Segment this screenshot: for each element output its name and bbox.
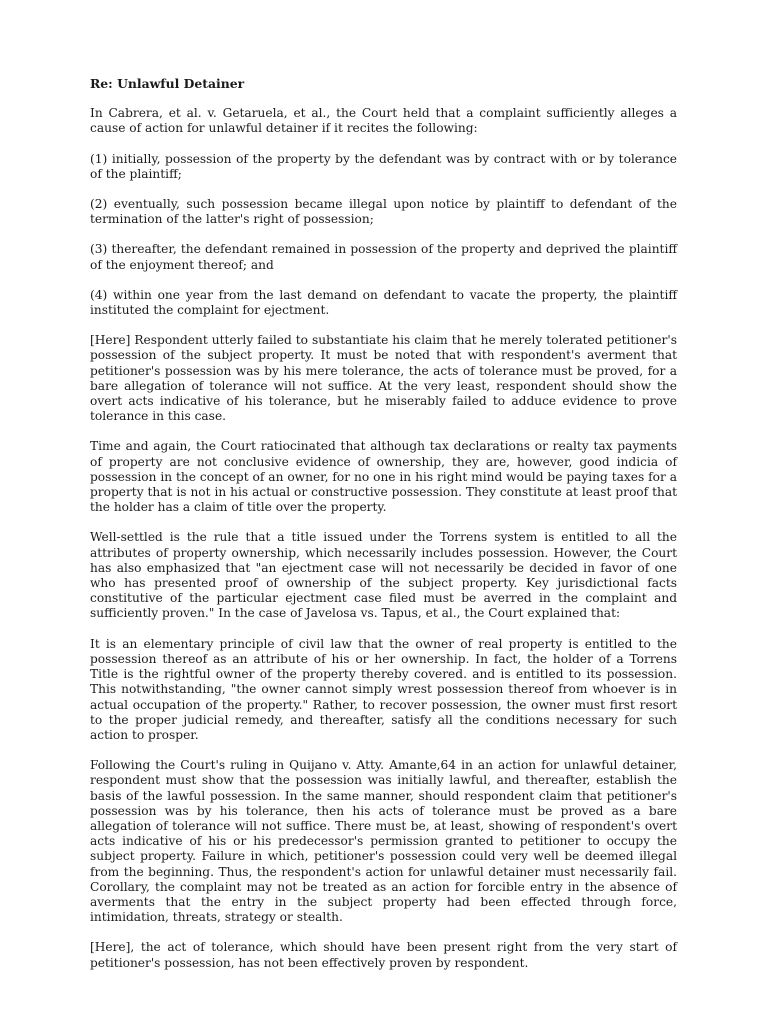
paragraph-item-4: (4) within one year from the last demand on defendant to vacate the property, the plaintiff instituted the complaint for ejectment. (90, 287, 677, 318)
paragraph-item-3: (3) thereafter, the defendant remained in possession of the property and deprived the plaintiff of the enjoyment thereof; and (90, 242, 677, 272)
paragraph-torrens: Well-settled is the rule that a title issued under the Torrens system is entitled to all the attributes of property ownership, which necessarily includes possession. However, the Court has also emphasized that "an ejectment case will not necessarily be decided in favor of one who has presented proof of ownership of the subject property. Key jurisdictional facts constitutive of the particular ejectment case filed must be averred in the complaint and sufficiently proven." In the case of Javelosa vs. Tapus, et al., the Court explained that: (90, 530, 677, 621)
paragraph-conclusion: [Here], the act of tolerance, which should have been present right from the very start of petitioner's possession, has not been effectively proven by respondent. (90, 940, 677, 970)
paragraph-item-1: (1) initially, possession of the property by the defendant was by contract with or by tolerance of the plaintiff; (90, 151, 677, 181)
paragraph-intro: In Cabrera, et al. v. Getaruela, et al., the Court held that a complaint sufficiently alleges a cause of action for unlawful detainer if it recites the following: (90, 106, 677, 136)
paragraph-item-2: (2) eventually, such possession became illegal upon notice by plaintiff to defendant of the termination of the latter's right of possession; (90, 197, 677, 227)
paragraph-quijano: Following the Court's ruling in Quijano v. Atty. Amante,64 in an action for unlawful detainer, respondent must show that the possession was initially lawful, and thereafter, establish the basis of the lawful possession. In the same manner, should respondent claim that petitioner's possession was by his tolerance, then his acts of tolerance must be proved as a bare allegation of tolerance will not suffice. There must be, at least, showing of respondent's overt acts indicative of his or his predecessor's permission granted to petitioner to occupy the subject property. Failure in which, petitioner's possession could very well be deemed illegal from the beginning. Thus, the respondent's action for unlawful detainer must necessarily fail. Corollary, the complaint may not be treated as an action for forcible entry in the absence of averments that the entry in the subject property had been effected through force, intimidation, threats, strategy or stealth. (90, 758, 677, 925)
paragraph-tolerance: [Here] Respondent utterly failed to substantiate his claim that he merely tolerated petitioner's possession of the subject property. It must be noted that with respondent's averment that petitioner's possession was by his mere tolerance, the acts of tolerance must be proved, for a bare allegation of tolerance will not suffice. At the very least, respondent should show the overt acts indicative of his tolerance, but he miserably failed to adduce evidence to prove tolerance in this case. (90, 333, 677, 424)
paragraph-civil-law: It is an elementary principle of civil law that the owner of real property is entitled to the possession thereof as an attribute of his or her ownership. In fact, the holder of a Torrens Title is the rightful owner of the property thereby covered. and is entitled to its possession. This notwithstanding, "the owner cannot simply wrest possession thereof from whoever is in actual occupation of the property." Rather, to recover possession, the owner must first resort to the proper judicial remedy, and thereafter, satisfy all the conditions necessary for such action to prosper. (90, 636, 677, 742)
document-page (90, 76, 677, 986)
paragraph-tax-declarations: Time and again, the Court ratiocinated that although tax declarations or realty tax payments of property are not conclusive evidence of ownership, they are, however, good indicia of possession in the concept of an owner, for no one in his right mind would be paying taxes for a property that is not in his actual or constructive possession. They constitute at least proof that the holder has a claim of title over the property. (90, 439, 677, 515)
document-title: Re: Unlawful Detainer (90, 76, 245, 91)
